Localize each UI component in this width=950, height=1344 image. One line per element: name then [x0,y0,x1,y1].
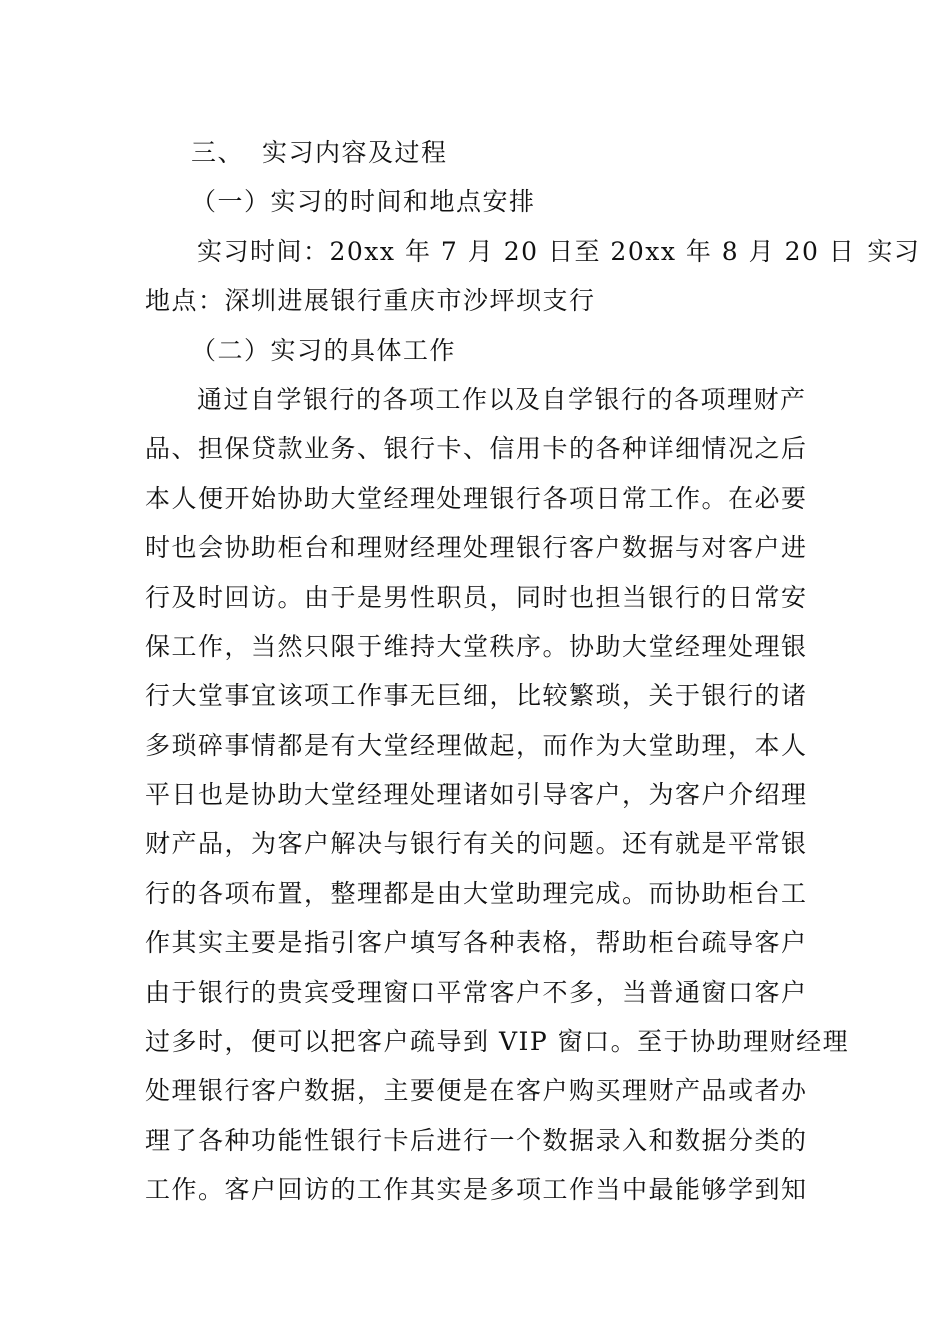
subsection-heading-1: （一）实习的时间和地点安排 [191,187,536,217]
internship-time: 实习时间：20xx 年 7 月 20 日至 20xx 年 8 月 20 日 [197,236,856,266]
paragraph-line: 时也会协助柜台和理财经理处理银行客户数据与对客户进 [145,533,808,563]
paragraph-line: 通过自学银行的各项工作以及自学银行的各项理财产 [197,384,807,414]
paragraph-line: 处理银行客户数据，主要便是在客户购买理财产品或者办 [145,1076,808,1106]
paragraph-line: 本人便开始协助大堂经理处理银行各项日常工作。在必要 [145,483,808,513]
paragraph-line: 行的各项布置，整理都是由大堂助理完成。而协助柜台工 [145,878,808,908]
paragraph-line: 理了各种功能性银行卡后进行一个数据录入和数据分类的 [145,1125,808,1155]
paragraph-line: 平日也是协助大堂经理处理诸如引导客户，为客户介绍理 [145,780,808,810]
paragraph-line: 多琐碎事情都是有大堂经理做起，而作为大堂助理，本人 [145,730,808,760]
paragraph-line: 品、担保贷款业务、银行卡、信用卡的各种详细情况之后 [145,434,808,464]
paragraph-line: 由于银行的贵宾受理窗口平常客户不多，当普通窗口客户 [145,977,808,1007]
internship-time-line [145,227,921,276]
document-body [145,128,921,1215]
paragraph-line: 财产品，为客户解决与银行有关的问题。还有就是平常银 [145,829,808,859]
paragraph-line: 过多时，便可以把客户疏导到 VIP 窗口。至于协助理财经理 [145,1027,850,1057]
paragraph-line: 行大堂事宜该项工作事无巨细，比较繁琐，关于银行的诸 [145,681,808,711]
section-number: 三、 [191,138,245,167]
section-title: 实习内容及过程 [262,138,448,167]
paragraph-line: 行及时回访。由于是男性职员，同时也担当银行的日常安 [145,582,808,612]
paragraph-line: 保工作，当然只限于维持大堂秩序。协助大堂经理处理银 [145,631,808,661]
internship-place-line: 地点：深圳进展银行重庆市沙坪坝支行 [145,286,596,316]
paragraph-line: 工作。客户回访的工作其实是多项工作当中最能够学到知 [145,1175,808,1205]
internship-place-label-start: 实习 [867,236,921,266]
paragraph-line: 作其实主要是指引客户填写各种表格，帮助柜台疏导客户 [145,928,808,958]
section-heading [145,128,807,177]
subsection-heading-2: （二）实习的具体工作 [191,335,457,365]
